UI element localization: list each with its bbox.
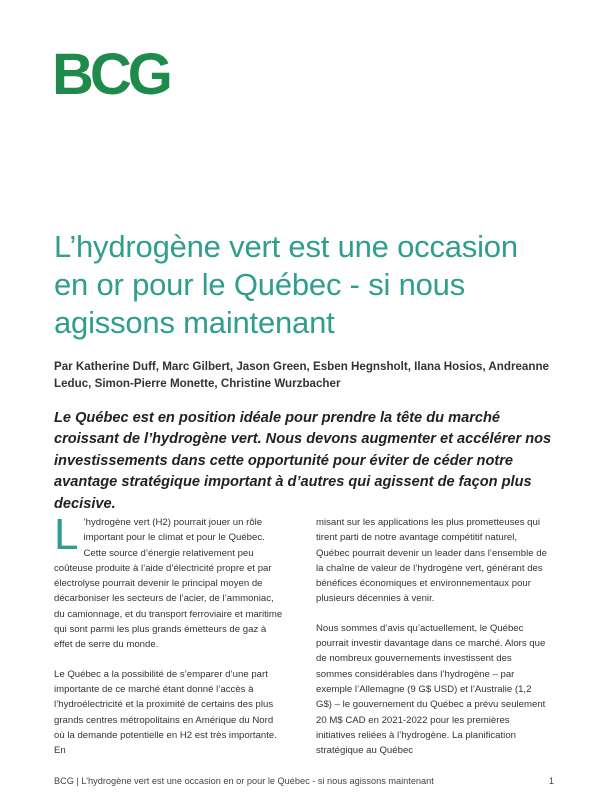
paragraph-text: ’hydrogène vert (H2) pourrait jouer un rôle important pour le climat et pour le Québec. Cette source d’énergie relativement peu coûteuse produite à l’aide d’électricité propre et par électrolyse pourrait devenir le principal moyen de décarboniser les secteurs de l’acier, de l’ammoniac, du camionnage, et du transport ferroviaire et maritime qui sont parmi les plus grands émetteurs de gaz à effet de serre du monde. <box>54 517 283 651</box>
drop-cap: L <box>54 510 79 559</box>
body-paragraph: misant sur les applications les plus prometteuses qui tirent parti de notre avantage compétitif naturel, Québec pourrait devenir un leader dans l’ensemble de la chaîne de valeur de l’hydrogène vert, générant des bénéfices économiques et environnementaux pour plusieurs décennies à venir. <box>316 517 547 605</box>
left-column <box>54 510 286 772</box>
authors: Par Katherine Duff, Marc Gilbert, Jason Green, Esben Hegnsholt, Ilana Hosios, Andreanne Leduc, Simon-Pierre Monette, Christine Wurzbacher <box>54 360 549 390</box>
bcg-logo-icon <box>54 50 194 98</box>
page-title: L’hydrogène vert est une occasion en or pour le Québec - si nous agissons maintenant <box>54 229 518 340</box>
footer <box>54 776 554 786</box>
body-paragraph <box>54 510 286 653</box>
lead-paragraph: Le Québec est en position idéale pour prendre la tête du marché croissant de l’hydrogène vert. Nous devons augmenter et accélérer nos investissements dans cette opportunité pour éviter de céder notre avantage stratégique important à d’autres qui agissent de façon plus decisive. <box>54 410 552 512</box>
page-number: 1 <box>548 776 554 786</box>
bcg-logo-text: BCG <box>54 50 169 98</box>
body-paragraph: Nous sommes d’avis qu’actuellement, le Québec pourrait investir davantage dans ce marché. Alors que de nombreux gouvernements investissent des sommes considérables dans l’hydrogène – par exemple l’Allemagne (9 G$ USD) et l’Australie (1,2 G$) – le gouvernement du Québec a prévu seulement 20 M$ CAD en 2021-2022 pour les premières initiatives reliées à l’hydrogène. La planification stratégique au Québec <box>316 622 546 757</box>
bcg-logo <box>54 50 194 98</box>
body-paragraph: Le Québec a la possibilité de s’emparer d’une part importante de ce marché étant donné l’accès à l’hydroélectricité et la proximité de certains des plus grands centres métropolitains en Amérique du Nord où la demande potentielle en H2 est très importante. En <box>54 668 277 757</box>
right-column <box>316 515 548 772</box>
footer-text: BCG | L’hydrogène vert est une occasion en or pour le Québec - si nous agissons maintenant <box>54 776 434 786</box>
